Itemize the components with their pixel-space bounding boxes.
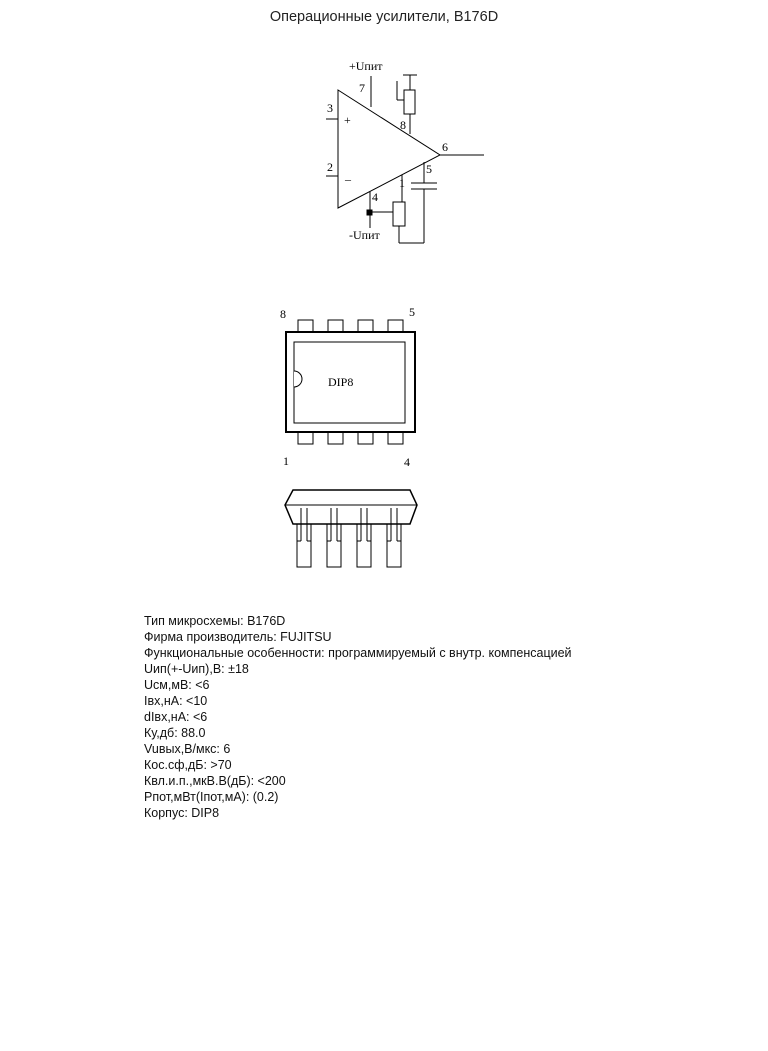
pin-pad <box>298 432 313 444</box>
spec-supply-voltage: Uип(+-Uип),В: ±18 <box>144 662 249 676</box>
pin-2-label: 2 <box>327 160 333 174</box>
spec-list <box>144 613 572 821</box>
pin-4-label: 4 <box>372 190 378 204</box>
spec-gain: Ку,дб: 88.0 <box>144 726 206 740</box>
pin-label-top-left: 8 <box>280 307 286 321</box>
pin-pad <box>328 432 343 444</box>
pin-pad <box>358 432 373 444</box>
pin-3-label: 3 <box>327 101 333 115</box>
spec-power: Pпот,мВт(Iпот,мА): (0.2) <box>144 790 279 804</box>
pin-pad <box>328 320 343 332</box>
pin-6-label: 6 <box>442 140 448 154</box>
plus-sign: + <box>344 113 351 127</box>
pin-pad <box>388 320 403 332</box>
spec-slew-rate: Vuвых,В/мкс: 6 <box>144 742 231 756</box>
pin-7-label: 7 <box>359 81 365 95</box>
pin-label-top-right: 5 <box>409 305 415 319</box>
pin-pad <box>298 320 313 332</box>
pin-pad <box>388 432 403 444</box>
supply-pos-label: +Uпит <box>349 59 383 73</box>
spec-manufacturer: Фирма производитель: FUJITSU <box>144 630 332 644</box>
pin-label-bottom-left: 1 <box>283 454 289 468</box>
minus-sign: – <box>345 172 351 186</box>
pin-label-bottom-right: 4 <box>404 455 410 469</box>
spec-input-current: Iвх,нА: <10 <box>144 694 208 708</box>
spec-features: Функциональные особенности: программируемый с внутр. компенсацией <box>144 646 572 660</box>
spec-package: Корпус: DIP8 <box>144 806 220 820</box>
side-view-legs <box>297 508 401 567</box>
supply-neg-label: -Uпит <box>349 228 380 242</box>
spec-input-offset-current: dIвх,нА: <6 <box>144 710 208 724</box>
spec-psrr: Квл.и.п.,мкВ.В(дБ): <200 <box>144 774 286 788</box>
pin-pad <box>358 320 373 332</box>
pin-1-label: 1 <box>399 176 405 190</box>
spec-offset-voltage: Uсм,мВ: <6 <box>144 678 210 692</box>
pin-5-label: 5 <box>426 162 432 176</box>
chip-notch <box>294 371 302 387</box>
spec-chip-type: Тип микросхемы: B176D <box>144 614 286 628</box>
pin-8-label: 8 <box>400 118 406 132</box>
package-label: DIP8 <box>328 375 354 389</box>
spec-cmrr: Кос.сф,дБ: >70 <box>144 758 232 772</box>
page-title: Операционные усилители, B176D <box>269 9 499 25</box>
